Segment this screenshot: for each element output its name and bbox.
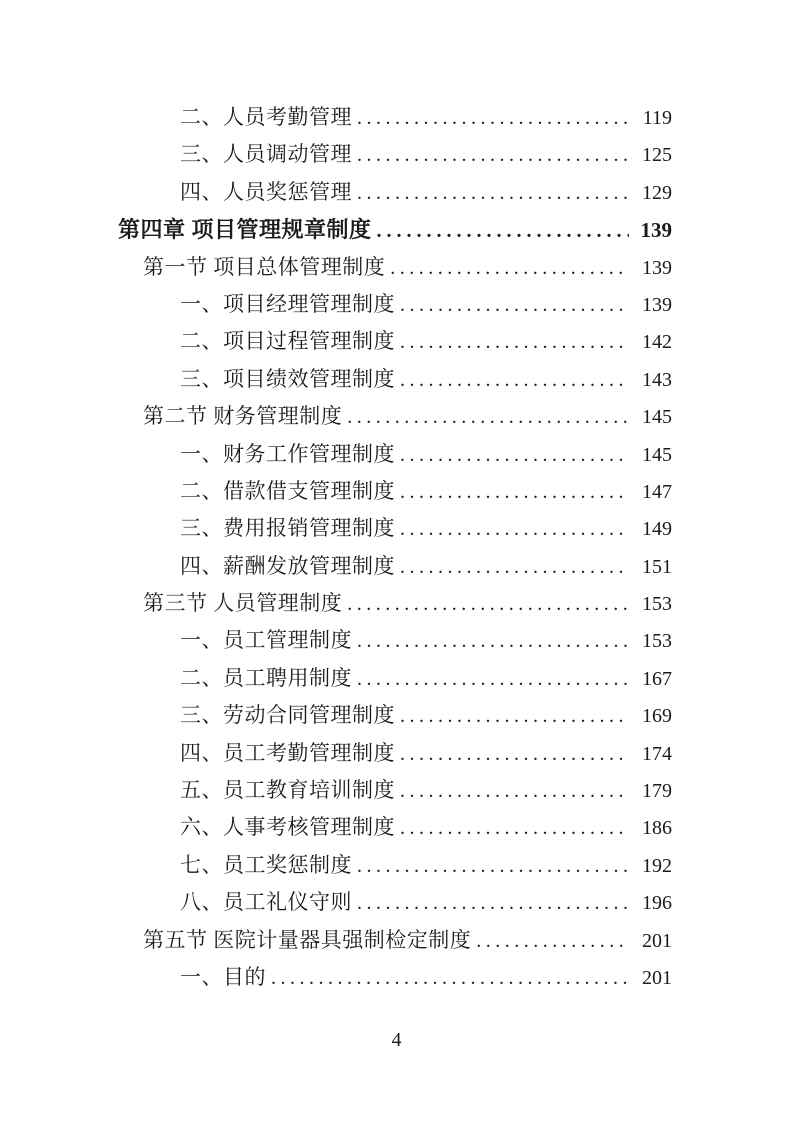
toc-leader-dots bbox=[357, 885, 629, 922]
toc-leader-dots bbox=[347, 399, 629, 436]
toc-entry-title: 二、员工聘用制度 bbox=[180, 665, 352, 690]
toc-leader-dots bbox=[377, 213, 629, 250]
toc-entry-title: 一、项目经理管理制度 bbox=[180, 291, 395, 316]
toc-entry bbox=[0, 622, 793, 659]
toc-leader-dots bbox=[476, 923, 629, 960]
toc-entry-page: 129 bbox=[642, 181, 672, 204]
toc-leader-dots bbox=[400, 736, 629, 773]
toc-entry bbox=[0, 323, 793, 360]
toc-entry-title: 四、人员奖惩管理 bbox=[180, 179, 352, 204]
toc-leader-dots bbox=[400, 810, 629, 847]
toc-entry-title: 六、人事考核管理制度 bbox=[180, 815, 395, 840]
toc-entry-title: 第三节 人员管理制度 bbox=[143, 591, 343, 616]
toc-leader-dots bbox=[357, 623, 629, 660]
toc-entry-title: 三、劳动合同管理制度 bbox=[180, 703, 395, 728]
toc-entry-page: 147 bbox=[642, 480, 672, 503]
toc-entry-page: 201 bbox=[642, 966, 672, 989]
toc-entry-title: 一、员工管理制度 bbox=[180, 628, 352, 653]
toc-leader-dots bbox=[400, 773, 629, 810]
toc-entry bbox=[0, 510, 793, 547]
toc-entry bbox=[0, 548, 793, 585]
toc-entry-title: 四、薪酬发放管理制度 bbox=[180, 553, 395, 578]
toc-entry bbox=[0, 249, 793, 286]
toc-entry bbox=[0, 398, 793, 435]
toc-entry bbox=[0, 473, 793, 510]
toc-entry-page: 179 bbox=[642, 780, 672, 803]
toc-entry-title: 三、费用报销管理制度 bbox=[180, 516, 395, 541]
toc-entry bbox=[0, 585, 793, 622]
toc-leader-dots bbox=[400, 287, 629, 324]
toc-entry-page: 174 bbox=[642, 742, 672, 765]
toc-entry-page: 201 bbox=[642, 929, 672, 952]
toc-entry-page: 153 bbox=[642, 593, 672, 616]
toc-entry-page: 139 bbox=[642, 256, 672, 279]
toc-leader-dots bbox=[357, 100, 629, 137]
toc-leader-dots bbox=[357, 661, 629, 698]
toc-leader-dots bbox=[400, 511, 629, 548]
toc-entry-title: 三、人员调动管理 bbox=[180, 142, 352, 167]
toc-leader-dots bbox=[390, 250, 629, 287]
toc-entry-title: 八、员工礼仪守则 bbox=[180, 890, 352, 915]
toc-entry-page: 139 bbox=[640, 218, 672, 243]
toc-entry-title: 五、员工教育培训制度 bbox=[180, 778, 395, 803]
toc-entry bbox=[0, 436, 793, 473]
toc-entry-title: 四、员工考勤管理制度 bbox=[180, 740, 395, 765]
toc-entry-page: 196 bbox=[642, 892, 672, 915]
toc-entry bbox=[0, 361, 793, 398]
toc-leader-dots bbox=[400, 549, 629, 586]
toc-leader-dots bbox=[400, 698, 629, 735]
toc-entry-title: 二、项目过程管理制度 bbox=[180, 329, 395, 354]
toc-entry-page: 149 bbox=[642, 518, 672, 541]
toc-entry-page: 145 bbox=[642, 443, 672, 466]
toc-entry-page: 125 bbox=[642, 144, 672, 167]
toc-entry-title: 一、财务工作管理制度 bbox=[180, 441, 395, 466]
toc-entry bbox=[0, 660, 793, 697]
toc-entry-title: 第二节 财务管理制度 bbox=[143, 404, 343, 429]
toc-entry-page: 186 bbox=[642, 817, 672, 840]
toc-leader-dots bbox=[357, 137, 629, 174]
toc-entry bbox=[0, 847, 793, 884]
toc-entry-title: 七、员工奖惩制度 bbox=[180, 852, 352, 877]
toc-entry bbox=[0, 211, 793, 248]
toc-entry bbox=[0, 922, 793, 959]
toc-entry bbox=[0, 174, 793, 211]
toc-leader-dots bbox=[271, 960, 629, 997]
toc-entry-page: 143 bbox=[642, 368, 672, 391]
toc-entry-title: 二、借款借支管理制度 bbox=[180, 478, 395, 503]
toc-leader-dots bbox=[357, 175, 629, 212]
toc-entry-page: 153 bbox=[642, 630, 672, 653]
toc-entry-title: 第一节 项目总体管理制度 bbox=[143, 254, 386, 279]
table-of-contents bbox=[0, 99, 793, 996]
toc-entry bbox=[0, 884, 793, 921]
toc-entry bbox=[0, 809, 793, 846]
toc-entry bbox=[0, 136, 793, 173]
toc-entry-page: 119 bbox=[642, 107, 672, 129]
toc-entry bbox=[0, 959, 793, 996]
toc-entry-title: 第四章 项目管理规章制度 bbox=[118, 217, 372, 243]
toc-entry-page: 151 bbox=[642, 555, 672, 578]
toc-entry-title: 第五节 医院计量器具强制检定制度 bbox=[143, 927, 472, 952]
toc-entry bbox=[0, 772, 793, 809]
toc-leader-dots bbox=[400, 362, 629, 399]
toc-entry-page: 145 bbox=[642, 406, 672, 429]
toc-leader-dots bbox=[400, 437, 629, 474]
toc-entry bbox=[0, 286, 793, 323]
toc-entry bbox=[0, 99, 793, 136]
toc-entry-page: 142 bbox=[642, 331, 672, 354]
toc-entry-page: 167 bbox=[642, 667, 672, 690]
toc-entry bbox=[0, 735, 793, 772]
toc-entry-title: 二、人员考勤管理 bbox=[180, 105, 352, 129]
toc-entry-page: 192 bbox=[642, 854, 672, 877]
toc-leader-dots bbox=[400, 324, 629, 361]
footer-page-number: 4 bbox=[391, 1029, 402, 1051]
toc-entry-page: 169 bbox=[642, 705, 672, 728]
toc-leader-dots bbox=[400, 474, 629, 511]
toc-entry-page: 139 bbox=[642, 293, 672, 316]
toc-entry bbox=[0, 697, 793, 734]
toc-entry-title: 一、目的 bbox=[180, 964, 266, 989]
toc-entry-title: 三、项目绩效管理制度 bbox=[180, 366, 395, 391]
toc-leader-dots bbox=[357, 848, 629, 885]
toc-leader-dots bbox=[347, 586, 629, 623]
